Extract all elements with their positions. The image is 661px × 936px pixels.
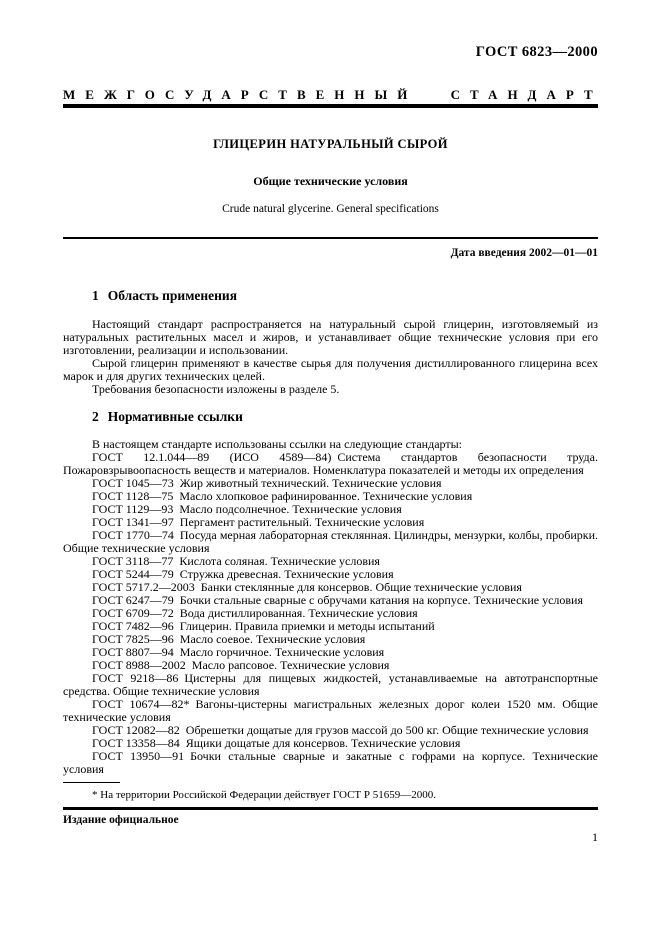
- scope-paragraph: Требования безопасности изложены в разделе 5.: [92, 382, 340, 396]
- footnote-separator-rule: [63, 782, 120, 783]
- standard-type-heading: МЕЖГОСУДАРСТВЕННЫЙ СТАНДАРТ: [63, 87, 603, 102]
- reference-item: ГОСТ 1770—74 Посуда мерная лабораторная стеклянная. Цилиндры, мензурки, колбы, пробирки. Общие технические условия: [63, 528, 598, 555]
- document-title: ГЛИЦЕРИН НАТУРАЛЬНЫЙ СЫРОЙ: [213, 137, 448, 151]
- reference-item: ГОСТ 12.1.044—89 (ИСО 4589—84) Система стандартов безопасности труда. Пожаровзрывоопасность веществ и материалов. Номенклатура показателей и методы их определения: [63, 450, 598, 477]
- page-number: 1: [592, 830, 598, 844]
- reference-item: ГОСТ 8988—2002 Масло рапсовое. Технические условия: [92, 658, 390, 672]
- reference-item: ГОСТ 13358—84 Ящики дощатые для консервов. Технические условия: [92, 736, 461, 750]
- references-intro: В настоящем стандарте использованы ссылки на следующие стандарты:: [92, 437, 463, 451]
- reference-item: ГОСТ 10674—82* Вагоны-цистерны магистральных железных дорог колеи 1520 мм. Общие технические условия: [63, 697, 598, 724]
- reference-item: ГОСТ 9218—86 Цистерны для пищевых жидкостей, устанавливаемые на автотранспортные средства. Общие технические условия: [63, 671, 598, 698]
- footer-rule: [63, 807, 598, 810]
- reference-item: ГОСТ 1129—93 Масло подсолнечное. Технические условия: [92, 502, 402, 516]
- title-separator-rule: [63, 237, 598, 239]
- reference-item: ГОСТ 7482—96 Глицерин. Правила приемки и методы испытаний: [92, 619, 435, 633]
- scope-paragraph: Настоящий стандарт распространяется на натуральный сырой глицерин, изготовляемый из натуральных растительных масел и жиров, и устанавливает общие технические условия при его изготовлении, реализации и использовании.: [63, 317, 598, 357]
- reference-item: ГОСТ 3118—77 Кислота соляная. Технические условия: [92, 554, 380, 568]
- reference-item: ГОСТ 7825—96 Масло соевое. Технические условия: [92, 632, 366, 646]
- document-subtitle: Общие технические условия: [253, 174, 408, 188]
- scope-paragraph: Сырой глицерин применяют в качестве сырья для получения дистиллированного глицерина всех марок и для других технических целей.: [63, 356, 598, 383]
- section-1-heading: [63, 288, 598, 303]
- header-rule: [63, 104, 598, 108]
- document-title-english: Crude natural glycerine. General specifications: [222, 203, 439, 215]
- reference-item: ГОСТ 5244—79 Стружка древесная. Технические условия: [92, 567, 394, 581]
- section-2-heading: [63, 409, 598, 424]
- doc-number: ГОСТ 6823—2000: [475, 44, 598, 60]
- reference-item: ГОСТ 1341—97 Пергамент растительный. Технические условия: [92, 515, 425, 529]
- reference-item: ГОСТ 5717.2—2003 Банки стеклянные для консервов. Общие технические условия: [92, 580, 522, 594]
- section-2-title: Нормативные ссылки: [107, 409, 243, 424]
- reference-item: ГОСТ 6709—72 Вода дистиллированная. Технические условия: [92, 606, 418, 620]
- reference-item: ГОСТ 6247—79 Бочки стальные сварные с обручами катания на корпусе. Технические условия: [92, 593, 583, 607]
- reference-item: ГОСТ 8807—94 Масло горчичное. Технические условия: [92, 645, 385, 659]
- effective-date: Дата введения 2002—01—01: [450, 247, 598, 259]
- reference-item: ГОСТ 1128—75 Масло хлопковое рафинированное. Технические условия: [92, 489, 473, 503]
- section-1-title: Область применения: [107, 288, 238, 303]
- footnote-text: * На территории Российской Федерации действует ГОСТ Р 51659—2000.: [92, 789, 437, 801]
- edition-note: Издание официальное: [63, 814, 179, 826]
- reference-item: ГОСТ 1045—73 Жир животный технический. Технические условия: [92, 476, 442, 490]
- reference-item: ГОСТ 12082—82 Обрешетки дощатые для грузов массой до 500 кг. Общие технические условия: [92, 723, 589, 737]
- reference-item: ГОСТ 13950—91 Бочки стальные сварные и закатные с гофрами на корпусе. Технические условия: [63, 749, 598, 776]
- section-2-number: 2: [92, 409, 99, 424]
- section-1-number: 1: [92, 288, 99, 303]
